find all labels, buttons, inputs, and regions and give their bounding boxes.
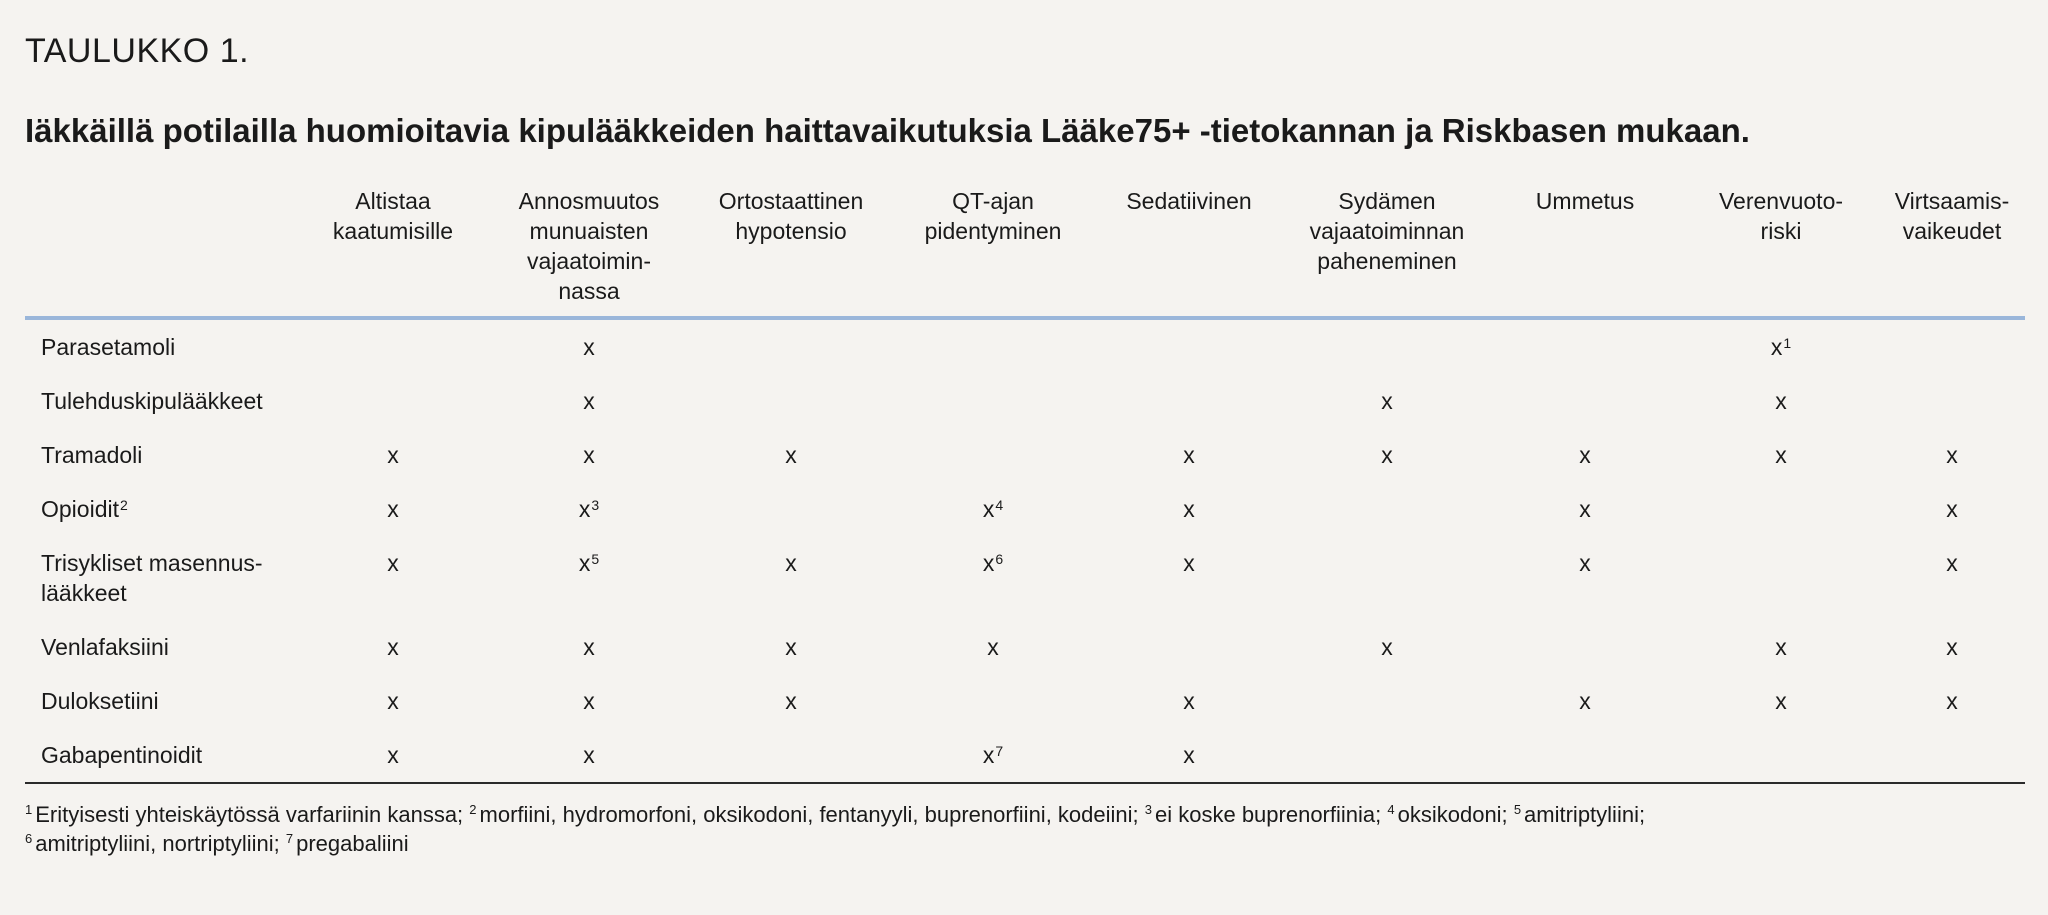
table-cell bbox=[295, 428, 491, 482]
cell-mark: x bbox=[1579, 442, 1591, 468]
cell-mark: x bbox=[1381, 388, 1393, 414]
column-header-line: QT-ajan bbox=[952, 188, 1034, 214]
footnote bbox=[25, 831, 280, 856]
column-header bbox=[687, 186, 895, 318]
column-header-line: Sydämen bbox=[1338, 188, 1436, 214]
table-cell bbox=[1879, 674, 2025, 728]
footnote-text: Erityisesti yhteiskäytössä varfariinin kanssa; bbox=[35, 802, 464, 827]
footnote-text: amitriptyliini; bbox=[1524, 802, 1646, 827]
table-cell bbox=[687, 318, 895, 374]
row-header bbox=[25, 482, 295, 536]
table-cell bbox=[895, 536, 1091, 620]
column-header-line: riski bbox=[1760, 218, 1802, 244]
table-row bbox=[25, 374, 2025, 428]
table-cell bbox=[1091, 318, 1287, 374]
column-header bbox=[1683, 186, 1879, 318]
cell-mark: x bbox=[1770, 334, 1783, 360]
table-cell bbox=[491, 536, 687, 620]
table-cell bbox=[1879, 482, 2025, 536]
column-header-line: pidentyminen bbox=[924, 218, 1062, 244]
cell-mark: x bbox=[387, 688, 399, 714]
table-cell bbox=[1879, 318, 2025, 374]
footnote bbox=[25, 802, 463, 827]
footnote-number: 4 bbox=[1387, 802, 1395, 817]
footnote-marker: 4 bbox=[995, 497, 1004, 513]
table-cell bbox=[1683, 536, 1879, 620]
footnote-marker: 1 bbox=[1783, 335, 1792, 351]
table-cell bbox=[1683, 428, 1879, 482]
column-header bbox=[295, 186, 491, 318]
header-corner bbox=[25, 186, 295, 318]
cell-mark: x bbox=[1946, 550, 1958, 576]
table-cell bbox=[1091, 536, 1287, 620]
table-cell bbox=[1287, 728, 1487, 783]
row-header-line bbox=[41, 740, 291, 770]
table-cell bbox=[491, 318, 687, 374]
table-cell bbox=[295, 374, 491, 428]
cell-mark: x bbox=[1775, 442, 1787, 468]
row-header-text: Duloksetiini bbox=[41, 688, 159, 714]
table-cell bbox=[1487, 428, 1683, 482]
table-cell bbox=[1287, 482, 1487, 536]
column-header-line: Ummetus bbox=[1535, 188, 1635, 214]
table-row bbox=[25, 428, 2025, 482]
table-cell bbox=[1487, 318, 1683, 374]
cell-mark: x bbox=[1579, 688, 1591, 714]
table-cell bbox=[1487, 728, 1683, 783]
footnote-text: pregabaliini bbox=[296, 831, 409, 856]
cell-mark: x bbox=[583, 688, 595, 714]
column-header-line: vajaatoimin- bbox=[527, 248, 651, 274]
footnote bbox=[1387, 802, 1507, 827]
column-header-line: Sedatiivinen bbox=[1126, 188, 1252, 214]
adverse-effects-table bbox=[25, 186, 2025, 784]
table-cell bbox=[1091, 674, 1287, 728]
table-cell bbox=[491, 728, 687, 783]
footnote bbox=[1514, 802, 1645, 827]
footnote-number: 5 bbox=[1513, 802, 1522, 817]
table-cell bbox=[1287, 674, 1487, 728]
cell-mark: x bbox=[1946, 442, 1958, 468]
column-header-line: Verenvuoto- bbox=[1718, 188, 1844, 214]
column-header-line: vaikeudet bbox=[1902, 218, 2002, 244]
row-header bbox=[25, 318, 295, 374]
table-cell bbox=[491, 674, 687, 728]
table-cell bbox=[1487, 536, 1683, 620]
table-cell bbox=[1287, 318, 1487, 374]
cell-mark: x bbox=[1183, 496, 1195, 522]
column-header-line: munuaisten bbox=[529, 218, 649, 244]
table-cell bbox=[295, 536, 491, 620]
table-cell bbox=[491, 428, 687, 482]
cell-mark: x bbox=[1579, 496, 1591, 522]
row-header-line bbox=[41, 386, 291, 416]
cell-mark: x bbox=[1381, 634, 1393, 660]
row-header bbox=[25, 620, 295, 674]
row-header-text: Tulehduskipulääkkeet bbox=[41, 388, 263, 414]
column-header-line: Virtsaamis- bbox=[1894, 188, 2010, 214]
row-header-text: Venlafaksiini bbox=[41, 634, 169, 660]
table-cell bbox=[1879, 728, 2025, 783]
table-cell bbox=[295, 728, 491, 783]
table-cell bbox=[1287, 374, 1487, 428]
table-cell bbox=[295, 620, 491, 674]
cell-mark: x bbox=[987, 634, 999, 660]
cell-mark: x bbox=[1183, 742, 1195, 768]
footnote-text: ei koske buprenorfiinia; bbox=[1155, 802, 1382, 827]
table-cell bbox=[687, 536, 895, 620]
column-header-line: Ortostaattinen bbox=[718, 188, 864, 214]
cell-mark: x bbox=[583, 388, 595, 414]
row-header bbox=[25, 428, 295, 482]
cell-mark: x bbox=[785, 688, 797, 714]
footnote-number: 6 bbox=[25, 831, 33, 846]
table-cell bbox=[1091, 482, 1287, 536]
cell-mark: x bbox=[583, 442, 595, 468]
table-cell bbox=[1487, 374, 1683, 428]
cell-mark: x bbox=[387, 550, 399, 576]
footnote-number: 1 bbox=[25, 802, 33, 817]
table-cell bbox=[687, 620, 895, 674]
row-header-text: Gabapentinoidit bbox=[41, 742, 203, 768]
row-header-text: Tramadoli bbox=[41, 442, 143, 468]
table-cell bbox=[295, 482, 491, 536]
table-cell bbox=[1879, 620, 2025, 674]
table-cell bbox=[895, 620, 1091, 674]
cell-mark: x bbox=[1381, 442, 1393, 468]
table-cell bbox=[491, 374, 687, 428]
footnote-number: 3 bbox=[1144, 802, 1152, 817]
table-label: TAULUKKO 1. bbox=[25, 32, 250, 70]
column-header bbox=[895, 186, 1091, 318]
table-cell bbox=[895, 482, 1091, 536]
table-cell bbox=[895, 674, 1091, 728]
footnote-line-1 bbox=[25, 800, 1645, 829]
table-cell bbox=[1091, 620, 1287, 674]
cell-mark: x bbox=[1183, 550, 1195, 576]
cell-mark: x bbox=[1775, 634, 1787, 660]
footnote-line-2 bbox=[25, 829, 1645, 858]
footnote-marker: 6 bbox=[995, 551, 1004, 567]
column-header bbox=[1487, 186, 1683, 318]
column-header-line: kaatumisille bbox=[332, 218, 454, 244]
table-cell bbox=[895, 374, 1091, 428]
column-header-line: paheneminen bbox=[1317, 248, 1457, 274]
row-header-text: Trisykliset masennus- bbox=[41, 550, 263, 576]
table-cell bbox=[491, 620, 687, 674]
cell-mark: x bbox=[387, 442, 399, 468]
footnote bbox=[286, 831, 409, 856]
table-cell bbox=[895, 318, 1091, 374]
column-header-line: hypotensio bbox=[735, 218, 847, 244]
cell-mark: x bbox=[583, 334, 595, 360]
row-header-line bbox=[41, 686, 291, 716]
cell-mark: x bbox=[982, 550, 995, 576]
cell-mark: x bbox=[1775, 688, 1787, 714]
row-header-line bbox=[41, 332, 291, 362]
column-header-line: vajaatoiminnan bbox=[1309, 218, 1465, 244]
table-cell bbox=[1683, 318, 1879, 374]
column-header bbox=[1091, 186, 1287, 318]
cell-mark: x bbox=[1946, 496, 1958, 522]
table-cell bbox=[1091, 374, 1287, 428]
cell-mark: x bbox=[1579, 550, 1591, 576]
cell-mark: x bbox=[578, 550, 591, 576]
cell-mark: x bbox=[583, 634, 595, 660]
cell-mark: x bbox=[578, 496, 591, 522]
row-header-text: Opioidit bbox=[41, 496, 119, 522]
column-header bbox=[491, 186, 687, 318]
column-header-line: Annosmuutos bbox=[518, 188, 660, 214]
cell-mark: x bbox=[1946, 634, 1958, 660]
cell-mark: x bbox=[982, 496, 995, 522]
table-row bbox=[25, 482, 2025, 536]
table-body bbox=[25, 318, 2025, 783]
cell-mark: x bbox=[785, 634, 797, 660]
footnote-marker: 5 bbox=[591, 551, 600, 567]
cell-mark: x bbox=[982, 742, 995, 768]
footnote-number: 2 bbox=[469, 802, 477, 817]
table-cell bbox=[1683, 728, 1879, 783]
row-header bbox=[25, 374, 295, 428]
table-cell bbox=[1487, 674, 1683, 728]
table-cell bbox=[491, 482, 687, 536]
table-cell bbox=[895, 728, 1091, 783]
cell-mark: x bbox=[1775, 388, 1787, 414]
row-header-line bbox=[41, 632, 291, 662]
table-cell bbox=[1879, 536, 2025, 620]
column-header-line: Altistaa bbox=[355, 188, 431, 214]
cell-mark: x bbox=[785, 442, 797, 468]
table-cell bbox=[895, 428, 1091, 482]
table-cell bbox=[1683, 620, 1879, 674]
footnote-text: oksikodoni; bbox=[1397, 802, 1508, 827]
table-cell bbox=[1091, 428, 1287, 482]
footnote-marker: 3 bbox=[591, 497, 600, 513]
column-header-line: nassa bbox=[558, 278, 620, 304]
row-header bbox=[25, 536, 295, 620]
table-cell bbox=[1879, 374, 2025, 428]
row-header-text: lääkkeet bbox=[41, 580, 127, 606]
column-header bbox=[1879, 186, 2025, 318]
cell-mark: x bbox=[387, 496, 399, 522]
cell-mark: x bbox=[1946, 688, 1958, 714]
footnote bbox=[1145, 802, 1381, 827]
row-header-line bbox=[41, 578, 291, 608]
footnote-text: amitriptyliini, nortriptyliini; bbox=[35, 831, 280, 856]
table-row bbox=[25, 536, 2025, 620]
cell-mark: x bbox=[387, 742, 399, 768]
table-cell bbox=[1287, 620, 1487, 674]
table-cell bbox=[1287, 428, 1487, 482]
header-row bbox=[25, 186, 2025, 318]
row-header bbox=[25, 728, 295, 783]
table-cell bbox=[1683, 482, 1879, 536]
table-cell bbox=[1487, 620, 1683, 674]
table-cell bbox=[295, 674, 491, 728]
table-cell bbox=[1287, 536, 1487, 620]
cell-mark: x bbox=[583, 742, 595, 768]
table-cell bbox=[687, 428, 895, 482]
table-cell bbox=[1683, 374, 1879, 428]
table-row bbox=[25, 620, 2025, 674]
table-row bbox=[25, 728, 2025, 783]
table-cell bbox=[295, 318, 491, 374]
footnote-marker: 7 bbox=[995, 743, 1004, 759]
row-header-line bbox=[41, 494, 291, 524]
footnote bbox=[469, 802, 1138, 827]
footnote-marker: 2 bbox=[119, 497, 128, 513]
column-header bbox=[1287, 186, 1487, 318]
table-cell bbox=[687, 374, 895, 428]
table-cell bbox=[1683, 674, 1879, 728]
table-row bbox=[25, 674, 2025, 728]
cell-mark: x bbox=[785, 550, 797, 576]
table-cell bbox=[687, 728, 895, 783]
footnote-text: morfiini, hydromorfoni, oksikodoni, fentanyyli, buprenorfiini, kodeiini; bbox=[479, 802, 1139, 827]
table-cell bbox=[687, 674, 895, 728]
row-header-line bbox=[41, 440, 291, 470]
footnote-number: 7 bbox=[285, 831, 294, 846]
table-cell bbox=[1879, 428, 2025, 482]
table-title: Iäkkäillä potilailla huomioitavia kipulääkkeiden haittavaikutuksia Lääke75+ -tietokannan ja Riskbasen mukaan. bbox=[25, 112, 1750, 149]
cell-mark: x bbox=[1183, 688, 1195, 714]
cell-mark: x bbox=[387, 634, 399, 660]
cell-mark: x bbox=[1183, 442, 1195, 468]
table-cell bbox=[1091, 728, 1287, 783]
footnotes bbox=[25, 800, 1645, 858]
table-cell bbox=[1487, 482, 1683, 536]
table-cell bbox=[687, 482, 895, 536]
row-header bbox=[25, 674, 295, 728]
table-row bbox=[25, 318, 2025, 374]
row-header-line bbox=[41, 548, 291, 578]
row-header-text: Parasetamoli bbox=[41, 334, 176, 360]
